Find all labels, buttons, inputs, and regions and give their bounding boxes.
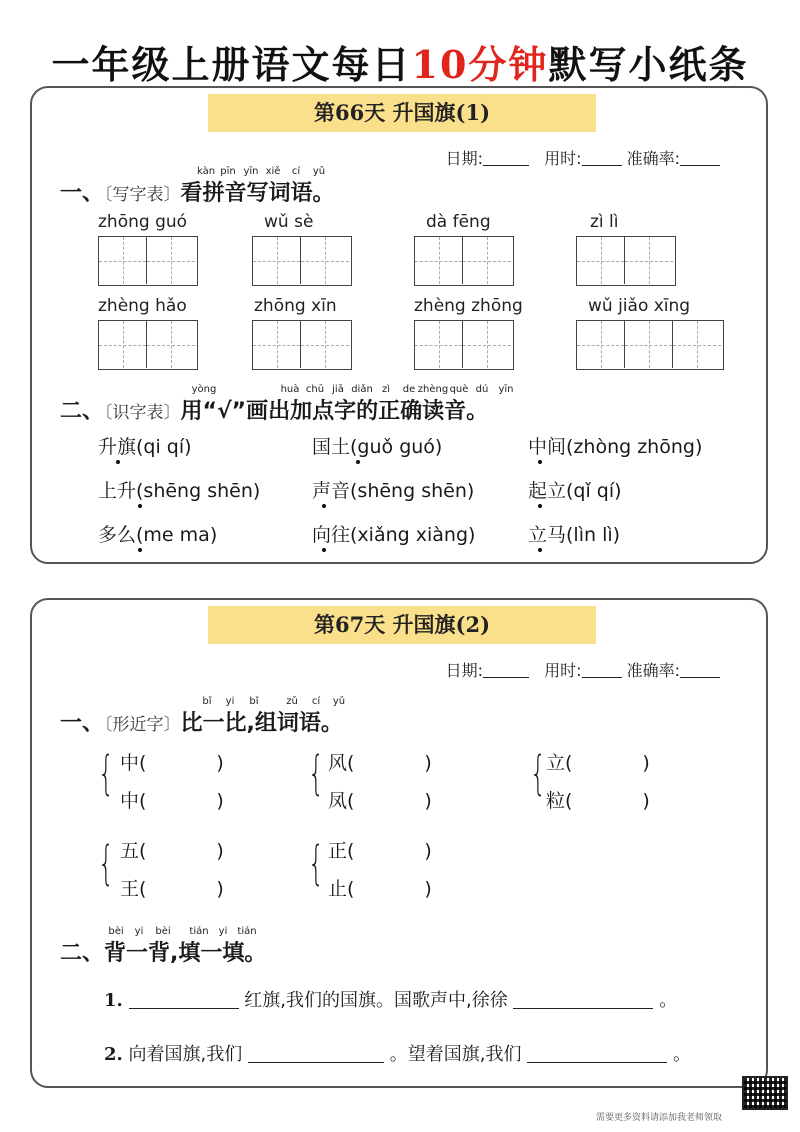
writing-grid[interactable] [252, 320, 352, 370]
pair-line: 中( ) [120, 752, 224, 774]
brace-icon: { [308, 746, 325, 800]
day67-banner: 第67天 升国旗(2) [208, 606, 596, 644]
emphasis-dot [538, 548, 542, 552]
writing-grid[interactable] [414, 320, 514, 370]
emphasis-dot [356, 460, 360, 464]
reading-item: 立马(lìn lì) [528, 524, 621, 546]
reading-item: 向往(xiǎng xiàng) [312, 524, 476, 546]
pair-line: 粒( ) [546, 790, 650, 812]
pair-line: 风( ) [328, 752, 432, 774]
pinyin-label: zhōng xīn [254, 296, 337, 316]
day66-card: 第66天 升国旗(1) 日期: 用时: 准确率: kàn pīn yīn xiě cí yǔ 一、〔写字表〕看拼音写词语。 zhōng guó wǔ sè dà fēng zì lì zhèng hǎo zhōng xīn zhèng zhōng wǔ jiǎo xīng yòng huà chū jiā diǎn zì de zhèng què dú yīn 二、〔识字表〕用“√”画出加点字的正确读音。 升旗(qi qí) 国土(guǒ guó) 中间(zhòng zhōng) 上升(shēng shēn) 声音(shēng shēn) 起立(qǐ qí) 多么(me ma) 向往(xiǎng xiàng) 立马(lìn lì) [30, 86, 768, 564]
writing-grid[interactable] [414, 236, 514, 286]
recite-line-1: 1. 红旗,我们的国旗。国歌声中,徐徐 。 [104, 990, 678, 1011]
fill-blank[interactable] [513, 991, 653, 1009]
day67-meta: 日期: 用时: 准确率: [446, 658, 720, 681]
reading-item: 中间(zhòng zhōng) [528, 436, 703, 458]
reading-item: 升旗(qi qí) [98, 436, 192, 458]
pinyin-label: zhōng guó [98, 212, 188, 232]
pair-line: 止( ) [328, 878, 432, 900]
accuracy-blank[interactable] [680, 150, 720, 166]
fill-blank[interactable] [527, 1045, 667, 1063]
emphasis-dot [138, 504, 142, 508]
fill-blank[interactable] [129, 991, 239, 1009]
pair-line: 王( ) [120, 878, 224, 900]
pair-line: 凤( ) [328, 790, 432, 812]
pinyin-label: zì lì [590, 212, 619, 232]
day66-section1-heading: 一、〔写字表〕看拼音写词语。 [60, 181, 335, 206]
reading-item: 多么(me ma) [98, 524, 218, 546]
pinyin-label: dà fēng [426, 212, 491, 232]
day66-meta: 日期: 用时: 准确率: [446, 146, 720, 169]
page-title: 一年级上册语文每日10分钟默写小纸条 [51, 42, 749, 87]
time-blank[interactable] [582, 662, 622, 678]
recite-line-2: 2. 向着国旗,我们 。望着国旗,我们 。 [104, 1044, 691, 1065]
pinyin-label: wǔ jiǎo xīng [588, 296, 691, 316]
brace-icon: { [530, 746, 547, 800]
footer-note: 需要更多资料请添加我老师领取 [596, 1113, 723, 1123]
pair-line: 中( ) [120, 790, 224, 812]
reading-item: 国土(guǒ guó) [312, 436, 443, 458]
day66-section2-heading: 二、〔识字表〕用“√”画出加点字的正确读音。 [60, 399, 489, 424]
reading-item: 上升(shēng shēn) [98, 480, 261, 502]
pair-line: 正( ) [328, 840, 432, 862]
time-blank[interactable] [582, 150, 622, 166]
pair-line: 立( ) [546, 752, 650, 774]
emphasis-dot [116, 460, 120, 464]
day67-card: 第67天 升国旗(2) 日期: 用时: 准确率: bǐ yi bǐ zǔ cí yǔ 一、〔形近字〕比一比,组词语。 { 中( ) 中( ) { 风( ) 凤( ) { 立( ) 粒( ) { 五( ) 王( ) { 正( ) 止( ) bèi yi bèi tián yi tián 二、背一背,填一填。 1. 红旗,我们的国旗。国歌声中,徐徐 。 2. 向着国旗,我们 。望着国旗,我们 。 [30, 598, 768, 1088]
writing-grid[interactable] [576, 320, 724, 370]
brace-icon: { [98, 746, 115, 800]
day66-banner: 第66天 升国旗(1) [208, 94, 596, 132]
emphasis-dot [538, 460, 542, 464]
writing-grid[interactable] [98, 236, 198, 286]
accuracy-blank[interactable] [680, 662, 720, 678]
emphasis-dot [538, 504, 542, 508]
emphasis-dot [322, 504, 326, 508]
date-blank[interactable] [483, 662, 529, 678]
date-blank[interactable] [483, 150, 529, 166]
reading-item: 起立(qǐ qí) [528, 480, 622, 502]
qr-code-icon [742, 1076, 788, 1110]
brace-icon: { [308, 836, 325, 890]
emphasis-dot [138, 548, 142, 552]
writing-grid[interactable] [252, 236, 352, 286]
pinyin-label: zhèng zhōng [414, 296, 523, 316]
writing-grid[interactable] [98, 320, 198, 370]
pinyin-label: zhèng hǎo [98, 296, 187, 316]
emphasis-dot [322, 548, 326, 552]
fill-blank[interactable] [248, 1045, 384, 1063]
pinyin-label: wǔ sè [264, 212, 314, 232]
brace-icon: { [98, 836, 115, 890]
writing-grid[interactable] [576, 236, 676, 286]
day67-section1-heading: 一、〔形近字〕比一比,组词语。 [60, 711, 343, 736]
reading-item: 声音(shēng shēn) [312, 480, 475, 502]
pair-line: 五( ) [120, 840, 224, 862]
day67-section2-heading: 二、背一背,填一填。 [60, 941, 267, 966]
